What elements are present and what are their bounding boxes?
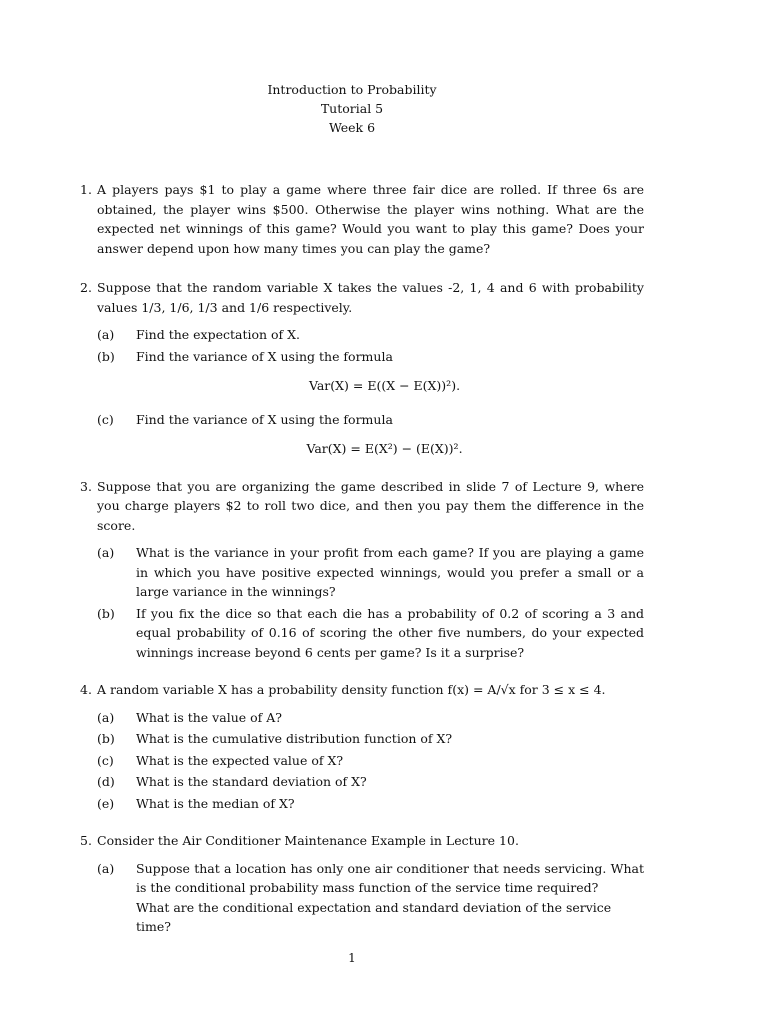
sub-question-text: Suppose that a location has only one air conditioner that needs servicing. What is the conditional probability mass function of the service time required? bbox=[136, 860, 644, 895]
sub-question-a bbox=[97, 325, 644, 345]
sub-question-label: (c) bbox=[97, 411, 114, 427]
sub-question-text: What is the variance in your profit from each game? If you are playing a game in which you have positive expected winnings, would you prefer a small or a large variance in the winnings? bbox=[136, 545, 644, 599]
sub-question-label: (a) bbox=[97, 327, 115, 342]
sub-question-label: (b) bbox=[97, 348, 115, 364]
question-2 bbox=[80, 278, 644, 459]
sub-question-b bbox=[97, 729, 644, 749]
question-text: A players pays $1 to play a game where three fair dice are rolled. If three 6s are obtained, the player wins $500. Otherwise the player wins nothing. What are the expected net winnings of this game? Would you want to play this game? Does your answer depend upon how many times you can play the game? bbox=[97, 182, 644, 256]
equation-variance-shortcut: Var(X) = E(X²) − (E(X))². bbox=[306, 441, 463, 456]
sub-question-label: (d) bbox=[97, 774, 115, 789]
sub-question-label: (b) bbox=[97, 605, 115, 621]
question-text: Suppose that you are organizing the game described in slide 7 of Lecture 9, where you charge players $2 to roll two dice, and then you pay them the difference in the score. bbox=[97, 478, 644, 533]
course-title: Introduction to Probability bbox=[267, 82, 437, 97]
equation-variance-definition: Var(X) = E((X − E(X))²). bbox=[308, 378, 461, 393]
question-number: 2. bbox=[80, 280, 92, 295]
question-text: A random variable X has a probability density function f(x) = A/√x for 3 ≤ x ≤ 4. bbox=[97, 682, 606, 697]
sub-question-label: (a) bbox=[97, 860, 115, 876]
sub-question-text-continued: What are the conditional expectation and standard deviation of the service time? bbox=[136, 899, 612, 934]
sub-question-label: (a) bbox=[97, 545, 115, 560]
question-number: 1. bbox=[80, 182, 92, 197]
sub-question-list bbox=[97, 543, 644, 662]
question-5 bbox=[80, 831, 644, 937]
sub-question-text: What is the cumulative distribution function of X? bbox=[136, 731, 453, 746]
sub-question-text: Find the variance of X using the formula bbox=[136, 411, 393, 427]
sub-question-a bbox=[97, 543, 644, 602]
sub-question-a bbox=[97, 708, 644, 728]
question-4 bbox=[80, 680, 644, 813]
sub-question-text: What is the expected value of X? bbox=[136, 752, 344, 768]
sub-question-c bbox=[97, 751, 644, 771]
sub-question-list bbox=[97, 859, 644, 937]
sub-question-label: (b) bbox=[97, 731, 115, 746]
sub-question-list bbox=[97, 708, 644, 814]
question-number: 3. bbox=[80, 478, 92, 494]
title-block bbox=[0, 80, 704, 137]
sub-question-b bbox=[97, 347, 644, 367]
sub-question-text: What is the standard deviation of X? bbox=[136, 774, 367, 789]
sub-question-list bbox=[97, 325, 644, 459]
sub-question-text: What is the median of X? bbox=[136, 795, 295, 811]
question-text: Suppose that the random variable X takes the values -2, 1, 4 and 6 with probability values 1/3, 1/6, 1/3 and 1/6 respectively. bbox=[97, 280, 644, 315]
sub-question-a bbox=[97, 859, 644, 937]
sub-question-b bbox=[97, 604, 644, 663]
question-text: Consider the Air Conditioner Maintenance Example in Lecture 10. bbox=[97, 833, 519, 848]
tutorial-title: Tutorial 5 bbox=[320, 101, 384, 116]
question-1 bbox=[80, 180, 644, 258]
sub-question-label: (c) bbox=[97, 752, 114, 768]
sub-question-label: (a) bbox=[97, 709, 115, 725]
sub-question-text: If you fix the dice so that each die has a probability of 0.2 of scoring a 3 and equal probability of 0.16 of scoring the other five numbers, do your expected winnings increase beyond 6 cents per game? Is it a surprise? bbox=[136, 605, 644, 660]
page-number: 1 bbox=[348, 951, 356, 965]
sub-question-text: Find the variance of X using the formula bbox=[136, 348, 393, 364]
question-number: 5. bbox=[80, 833, 92, 848]
sub-question-e bbox=[97, 794, 644, 814]
question-3 bbox=[80, 477, 644, 663]
sub-question-d bbox=[97, 772, 644, 792]
question-list bbox=[80, 180, 644, 939]
sub-question-c bbox=[97, 410, 644, 430]
week-title: Week 6 bbox=[328, 120, 376, 135]
sub-question-text: Find the expectation of X. bbox=[136, 327, 301, 342]
sub-question-label: (e) bbox=[97, 795, 115, 811]
question-number: 4. bbox=[80, 682, 92, 697]
sub-question-text: What is the value of A? bbox=[136, 709, 282, 725]
